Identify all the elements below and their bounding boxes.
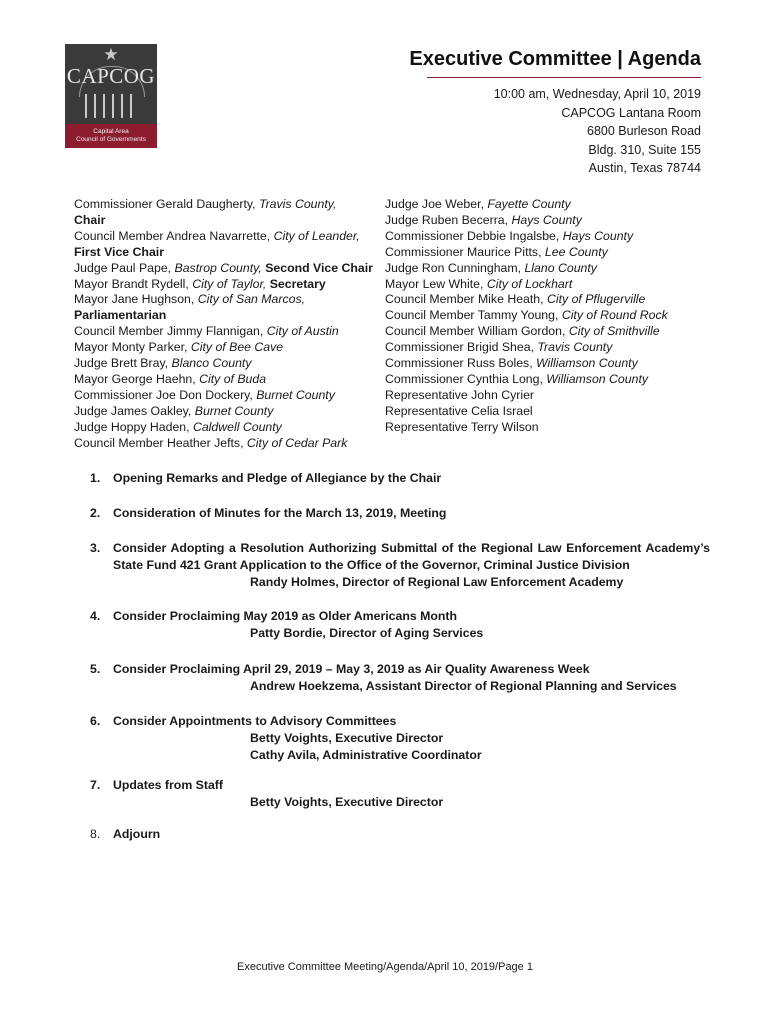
meeting-street: 6800 Burleson Road [587,124,701,138]
member-place: City of Austin [266,324,339,339]
member-place: City of San Marcos, [197,292,306,307]
page-title: Executive Committee | Agenda [409,48,701,70]
member-place: City of Cedar Park [246,435,348,450]
agenda-presenter: Randy Holmes, Director of Regional Law Enforcement Academy [250,575,624,589]
member-name: Council Member Andrea Navarrette, [74,228,274,243]
agenda-text: Consider Proclaiming May 2019 as Older Americans Month [113,609,457,623]
member-name: Commissioner Maurice Pitts, [385,244,545,259]
member-line [74,245,384,261]
agenda-text: Consider Appointments to Advisory Committees [113,714,397,728]
member-name: Representative Terry Wilson [385,419,539,434]
member-place: Travis County [537,340,613,355]
capcog-logo [65,44,157,148]
member-line [385,261,715,277]
members-list-left [74,197,384,452]
member-place: City of Pflugerville [546,292,646,307]
agenda-item [90,608,710,642]
member-name: Commissioner Russ Boles, [385,356,537,371]
title-divider [427,77,701,78]
agenda-presenter: Andrew Hoekzema, Assistant Director of Regional Planning and Services [250,679,677,693]
member-role: First Vice Chair [74,244,164,259]
logo-columns-icon [85,94,137,118]
member-line [385,324,715,340]
agenda-number: 2. [90,506,101,520]
agenda-item [90,777,710,811]
agenda-text: Consider Proclaiming April 29, 2019 – May 3, 2019 as Air Quality Awareness Week [113,662,590,676]
agenda-number: 5. [90,662,101,676]
member-role: Secretary [266,276,326,291]
member-line [385,213,715,229]
member-place: Williamson County [546,371,649,386]
member-line [385,340,715,356]
member-line [385,277,715,293]
member-place: Hays County [562,228,634,243]
member-line [385,229,715,245]
member-line [74,197,384,213]
member-name: Judge Joe Weber, [385,197,488,211]
member-line [385,308,715,324]
member-line [74,420,384,436]
member-name: Council Member Jimmy Flannigan, [74,324,267,339]
meeting-time: 10:00 am, Wednesday, April 10, 2019 [493,87,701,101]
member-name: Council Member Mike Heath, [385,292,547,307]
member-line [385,388,715,404]
meeting-room: CAPCOG Lantana Room [561,105,701,120]
member-place: City of Lockhart [486,276,573,291]
agenda-item [90,826,710,843]
member-place: Lee County [544,244,608,259]
agenda-item [90,661,710,695]
member-name: Judge Hoppy Haden, [74,419,193,434]
member-line [74,372,384,388]
member-place: Hays County [511,212,582,227]
member-role: Chair [74,212,106,227]
member-name: Council Member Heather Jefts, [74,435,247,450]
agenda-text: Adjourn [113,827,161,841]
member-line [385,356,715,372]
agenda-text: Consideration of Minutes for the March 13, 2019, Meeting [113,506,447,520]
member-name: Mayor Jane Hughson, [74,292,198,307]
member-line [385,404,715,420]
member-name: Council Member Tammy Young, [385,308,562,323]
member-role: Parliamentarian [74,308,167,323]
member-name: Council Member William Gordon, [385,324,569,339]
member-line [74,213,384,229]
agenda-number: 3. [90,541,101,555]
member-line [74,308,384,324]
member-name: Judge Ron Cunningham, [385,260,525,275]
member-line [74,340,384,356]
member-name: Judge Brett Bray, [74,356,172,371]
member-line [74,292,384,308]
member-name: Commissioner Gerald Daugherty, [74,197,259,211]
agenda-item [90,540,710,591]
meeting-details [494,85,701,178]
member-name: Representative Celia Israel [385,403,533,418]
member-place: Bastrop County, [174,260,262,275]
agenda-text: Consider Adopting a Resolution Authorizing Submittal of the Regional Law Enforcement Academy’s State Fund 421 Grant Application to the Office of the Governor, Criminal Justice Division [113,541,710,572]
agenda-number: 8. [90,827,101,841]
member-place: City of Smithville [568,324,660,339]
member-name: Commissioner Debbie Ingalsbe, [385,228,563,243]
agenda-text: Opening Remarks and Pledge of Allegiance by the Chair [113,471,442,485]
agenda-item [90,713,710,764]
logo-subtitle-line1: Capital Area [93,128,129,135]
member-name: Commissioner Joe Don Dockery, [74,387,257,402]
member-name: Mayor George Haehn, [74,371,200,386]
member-name: Mayor Brandt Rydell, [74,276,193,291]
member-place: Williamson County [536,356,638,371]
agenda-number: 7. [90,778,101,792]
member-place: Fayette County [487,197,571,211]
member-line [385,245,715,261]
member-line [74,229,384,245]
agenda-item [90,470,710,487]
star-icon: ★ [103,45,119,65]
member-line [385,197,715,213]
member-place: Llano County [524,260,597,275]
agenda-presenter: Patty Bordie, Director of Aging Services [250,626,484,640]
member-name: Mayor Lew White, [385,276,487,291]
member-place: Burnet County [256,387,335,402]
agenda-presenter: Betty Voights, Executive Director [250,731,444,745]
logo-wordmark: CAPCOG [66,64,156,88]
member-place: City of Buda [199,371,267,386]
agenda-item [90,505,710,522]
member-line [74,388,384,404]
agenda-number: 6. [90,714,101,728]
member-name: Judge Paul Pape, [74,260,175,275]
member-line [385,420,715,436]
logo-subtitle-line2: Council of Governments [76,136,146,143]
meeting-suite: Bldg. 310, Suite 155 [588,142,701,157]
member-line [74,277,384,293]
meeting-city: Austin, Texas 78744 [588,161,701,175]
members-list-right [385,197,715,436]
member-name: Commissioner Cynthia Long, [385,371,547,386]
member-name: Judge Ruben Becerra, [385,212,512,227]
member-line [385,292,715,308]
member-place: City of Taylor, [192,276,267,291]
member-place: City of Round Rock [561,308,668,323]
member-name: Commissioner Brigid Shea, [385,340,538,355]
member-line [74,404,384,420]
agenda-presenter: Cathy Avila, Administrative Coordinator [250,748,482,762]
member-line [74,436,384,452]
member-place: Burnet County [194,403,274,418]
member-place: Blanco County [171,356,252,371]
member-name: Representative John Cyrier [385,387,534,402]
member-place: City of Leander, [273,228,360,243]
member-role: Second Vice Chair [261,260,373,275]
member-line [385,372,715,388]
page-footer: Executive Committee Meeting/Agenda/April 10, 2019/Page 1 [237,961,533,973]
member-line [74,261,384,277]
agenda-number: 1. [90,471,101,485]
member-place: City of Bee Cave [190,340,284,355]
agenda-text: Updates from Staff [113,778,223,792]
member-line [74,324,384,340]
logo-band [65,124,157,148]
agenda-number: 4. [90,609,101,623]
member-name: Mayor Monty Parker, [74,340,191,355]
member-name: Judge James Oakley, [74,403,195,418]
member-place: Travis County, [258,197,337,211]
agenda-presenter: Betty Voights, Executive Director [250,795,444,809]
member-place: Caldwell County [192,419,282,434]
member-line [74,356,384,372]
